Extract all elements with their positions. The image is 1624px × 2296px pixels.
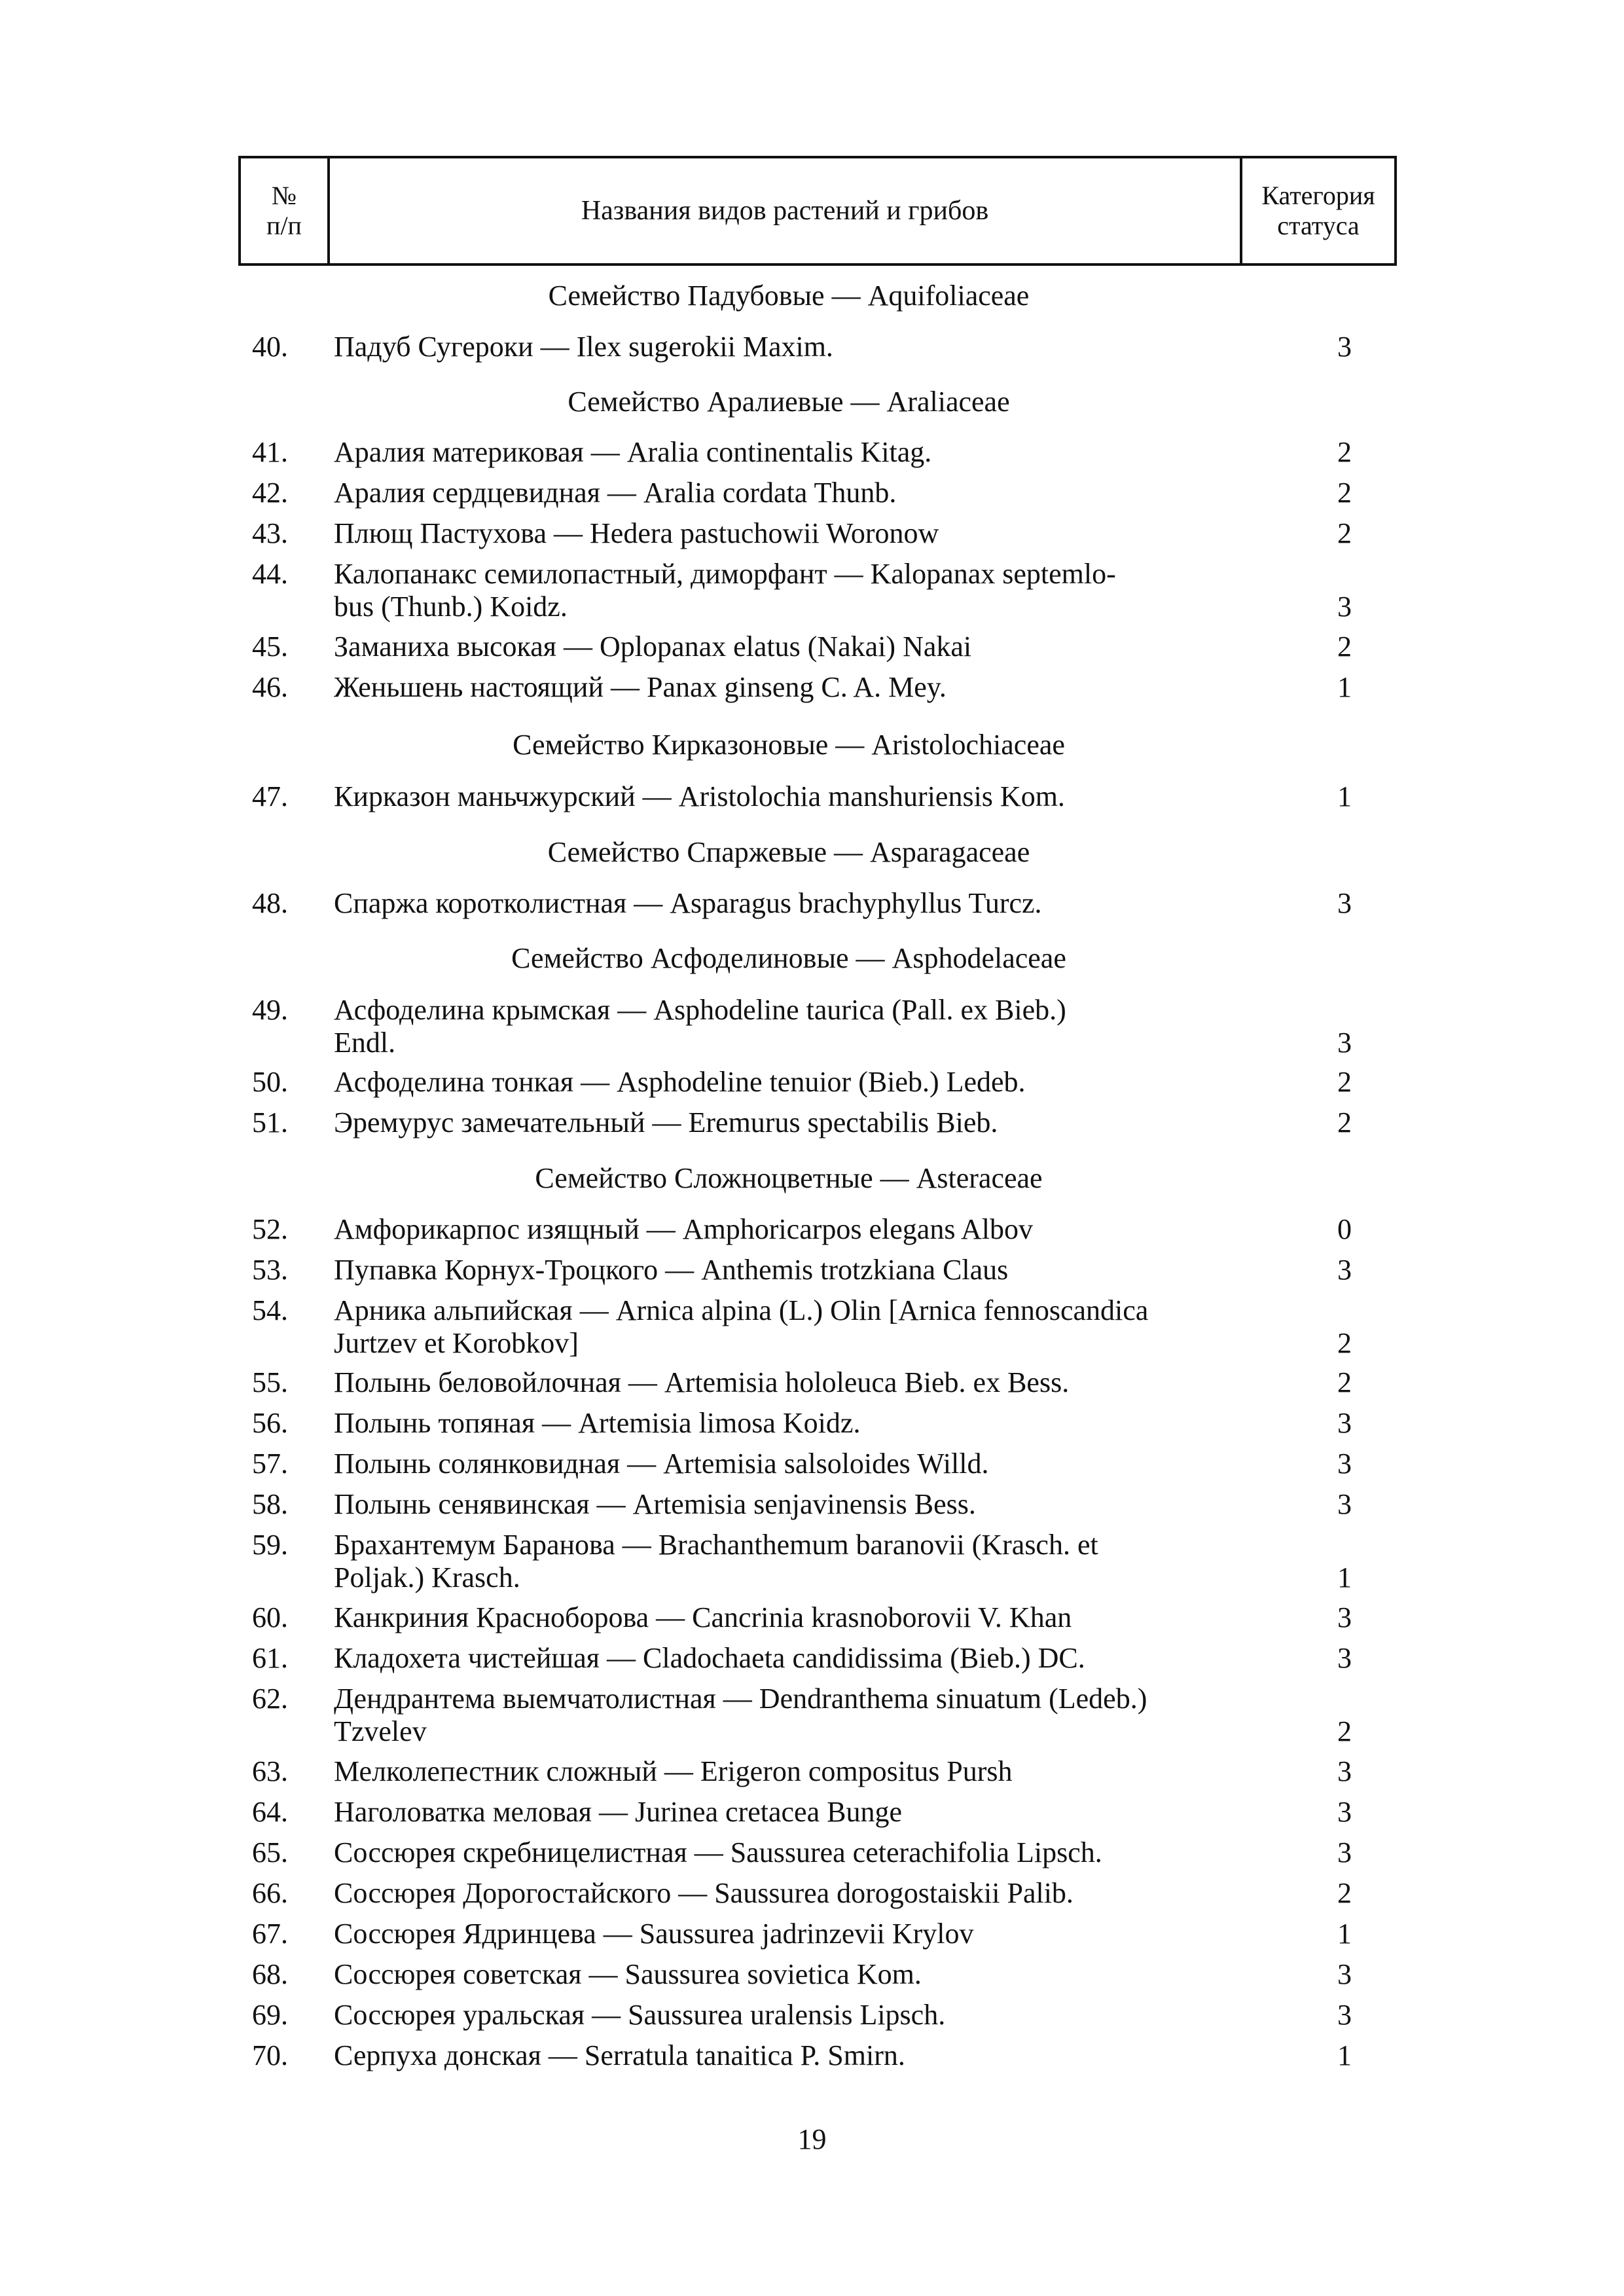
family-heading: Семейство Асфоделиновые — Asphodelaceae xyxy=(511,942,1066,974)
item-number: 55. xyxy=(252,1366,288,1398)
item-number: 69. xyxy=(252,1999,288,2031)
header-number-abbr: п/п xyxy=(266,211,302,240)
item-name: Эремурус замечательный — Eremurus spectabilis Bieb. xyxy=(334,1106,998,1139)
item-name: Соссюрея Ядринцева — Saussurea jadrinzevii Krylov xyxy=(334,1918,974,1950)
item-name: Полынь топяная — Artemisia limosa Koidz. xyxy=(334,1407,861,1439)
item-category: 3 xyxy=(1337,887,1352,919)
item-name-line2: Tzvelev xyxy=(334,1715,427,1747)
item-number: 40. xyxy=(252,331,288,363)
item-category: 2 xyxy=(1337,1877,1352,1909)
item-number: 70. xyxy=(252,2039,288,2071)
item-category: 2 xyxy=(1337,630,1352,663)
item-number: 61. xyxy=(252,1642,288,1674)
item-number: 60. xyxy=(252,1601,288,1633)
family-heading: Семейство Сложноцветные — Asteraceae xyxy=(535,1162,1043,1194)
item-number: 44. xyxy=(252,558,288,590)
item-category: 0 xyxy=(1337,1213,1352,1245)
item-name xyxy=(334,1294,1250,1360)
item-number: 47. xyxy=(252,780,288,812)
item-name: Заманиха высокая — Oplopanax elatus (Nakai) Nakai xyxy=(334,630,972,663)
item-name-line1: Асфоделина крымская — Asphodeline taurica (Pall. ex Bieb.) xyxy=(334,994,1066,1026)
header-species-col: Названия видов растений и грибов xyxy=(581,196,989,226)
item-number: 63. xyxy=(252,1755,288,1787)
item-name: Кирказон маньчжурский — Aristolochia manshuriensis Kom. xyxy=(334,780,1065,812)
item-name: Канкриния Красноборова — Cancrinia krasnoborovii V. Khan xyxy=(334,1601,1072,1633)
item-name-line2: bus (Thunb.) Koidz. xyxy=(334,591,568,623)
item-category: 3 xyxy=(1337,591,1352,623)
item-category: 3 xyxy=(1337,1999,1352,2031)
item-category: 2 xyxy=(1337,1327,1352,1359)
item-name-line2: Poljak.) Krasch. xyxy=(334,1561,520,1594)
item-category: 1 xyxy=(1337,1918,1352,1950)
item-category: 2 xyxy=(1337,1066,1352,1098)
item-category: 3 xyxy=(1337,1755,1352,1787)
item-category: 3 xyxy=(1337,1254,1352,1286)
item-name: Соссюрея скребницелистная — Saussurea ceterachifolia Lipsch. xyxy=(334,1836,1102,1868)
item-name: Асфоделина тонкая — Asphodeline tenuior (Bieb.) Ledeb. xyxy=(334,1066,1026,1098)
item-number: 53. xyxy=(252,1254,288,1286)
item-name xyxy=(334,558,1250,623)
item-name-line1: Дендрантема выемчатолистная — Dendranthema sinuatum (Ledeb.) xyxy=(334,1683,1147,1715)
item-name: Полынь беловойлочная — Artemisia hololeuca Bieb. ex Bess. xyxy=(334,1366,1070,1398)
family-heading: Семейство Аралиевые — Araliaceae xyxy=(568,386,1010,418)
item-name-line1: Брахантемум Баранова — Brachanthemum baranovii (Krasch. et xyxy=(334,1529,1098,1561)
item-number: 57. xyxy=(252,1448,288,1480)
item-category: 3 xyxy=(1337,1836,1352,1868)
item-number: 42. xyxy=(252,477,288,509)
item-number: 45. xyxy=(252,630,288,663)
item-category: 1 xyxy=(1337,2039,1352,2071)
item-name: Кладохета чистейшая — Cladochaeta candidissima (Bieb.) DC. xyxy=(334,1642,1085,1674)
item-name xyxy=(334,1529,1250,1594)
header-category-line2: статуса xyxy=(1277,211,1360,240)
item-number: 54. xyxy=(252,1294,288,1326)
item-name xyxy=(334,1683,1250,1748)
item-name: Наголоватка меловая — Jurinea cretacea Bunge xyxy=(334,1796,902,1828)
item-category: 2 xyxy=(1337,1366,1352,1398)
header-number-symbol: № xyxy=(271,181,297,210)
item-name-line1: Калопанакс семилопастный, диморфант — Kalopanax septemlo- xyxy=(334,558,1116,590)
item-category: 3 xyxy=(1337,331,1352,363)
item-name: Падуб Сугероки — Ilex sugerokii Maxim. xyxy=(334,331,833,363)
page-number: 19 xyxy=(797,2123,827,2155)
item-number: 48. xyxy=(252,887,288,919)
item-number: 43. xyxy=(252,517,288,549)
item-number: 65. xyxy=(252,1836,288,1868)
item-category: 1 xyxy=(1337,1561,1352,1594)
family-heading: Семейство Кирказоновые — Aristolochiaceae xyxy=(513,729,1065,761)
item-category: 3 xyxy=(1337,1642,1352,1674)
item-name: Аралия материковая — Aralia continentalis Kitag. xyxy=(334,436,932,468)
family-heading: Семейство Падубовые — Aquifoliaceae xyxy=(548,280,1030,312)
item-name: Аралия сердцевидная — Aralia cordata Thunb. xyxy=(334,477,897,509)
item-category: 3 xyxy=(1337,1027,1352,1059)
item-name xyxy=(334,994,1250,1059)
item-name: Соссюрея советская — Saussurea sovietica Kom. xyxy=(334,1958,922,1990)
item-name: Мелколепестник сложный — Erigeron compositus Pursh xyxy=(334,1755,1013,1787)
item-number: 59. xyxy=(252,1529,288,1561)
item-number: 64. xyxy=(252,1796,288,1828)
item-number: 58. xyxy=(252,1488,288,1520)
family-heading: Семейство Спаржевые — Asparagaceae xyxy=(547,836,1030,868)
item-number: 52. xyxy=(252,1213,288,1245)
item-number: 41. xyxy=(252,436,288,468)
item-number: 56. xyxy=(252,1407,288,1439)
item-number: 46. xyxy=(252,671,288,703)
item-name-line2: Jurtzev et Korobkov] xyxy=(334,1327,579,1359)
item-number: 49. xyxy=(252,994,288,1026)
item-name: Спаржа коротколистная — Asparagus brachyphyllus Turcz. xyxy=(334,887,1042,919)
item-category: 2 xyxy=(1337,1106,1352,1139)
header-category-line1: Категория xyxy=(1261,181,1375,210)
item-number: 67. xyxy=(252,1918,288,1950)
item-name: Пупавка Корнух-Троцкого — Anthemis trotzkiana Claus xyxy=(334,1254,1009,1286)
item-name: Серпуха донская — Serratula tanaitica P. Smirn. xyxy=(334,2039,905,2071)
item-category: 2 xyxy=(1337,517,1352,549)
item-category: 1 xyxy=(1337,780,1352,812)
item-name-line2: Endl. xyxy=(334,1027,396,1059)
item-category: 3 xyxy=(1337,1407,1352,1439)
item-name: Полынь сенявинская — Artemisia senjavinensis Bess. xyxy=(334,1488,976,1520)
item-category: 2 xyxy=(1337,477,1352,509)
item-number: 51. xyxy=(252,1106,288,1139)
item-category: 3 xyxy=(1337,1488,1352,1520)
item-category: 1 xyxy=(1337,671,1352,703)
item-category: 3 xyxy=(1337,1448,1352,1480)
item-number: 68. xyxy=(252,1958,288,1990)
item-number: 66. xyxy=(252,1877,288,1909)
item-number: 62. xyxy=(252,1683,288,1715)
item-name-line1: Арника альпийская — Arnica alpina (L.) Olin [Arnica fennoscandica xyxy=(334,1294,1149,1326)
item-category: 3 xyxy=(1337,1958,1352,1990)
item-name: Соссюрея Дорогостайского — Saussurea dorogostaiskii Palib. xyxy=(334,1877,1074,1909)
item-number: 50. xyxy=(252,1066,288,1098)
item-category: 3 xyxy=(1337,1601,1352,1633)
item-name: Амфорикарпос изящный — Amphoricarpos elegans Albov xyxy=(334,1213,1034,1245)
item-name: Соссюрея уральская — Saussurea uralensis Lipsch. xyxy=(334,1999,946,2031)
item-name: Плющ Пастухова — Hedera pastuchowii Woronow xyxy=(334,517,939,549)
item-name: Полынь солянковидная — Artemisia salsoloides Willd. xyxy=(334,1448,989,1480)
item-category: 3 xyxy=(1337,1796,1352,1828)
item-category: 2 xyxy=(1337,436,1352,468)
item-name: Женьшень настоящий — Panax ginseng C. A. Mey. xyxy=(334,671,947,703)
item-category: 2 xyxy=(1337,1715,1352,1747)
